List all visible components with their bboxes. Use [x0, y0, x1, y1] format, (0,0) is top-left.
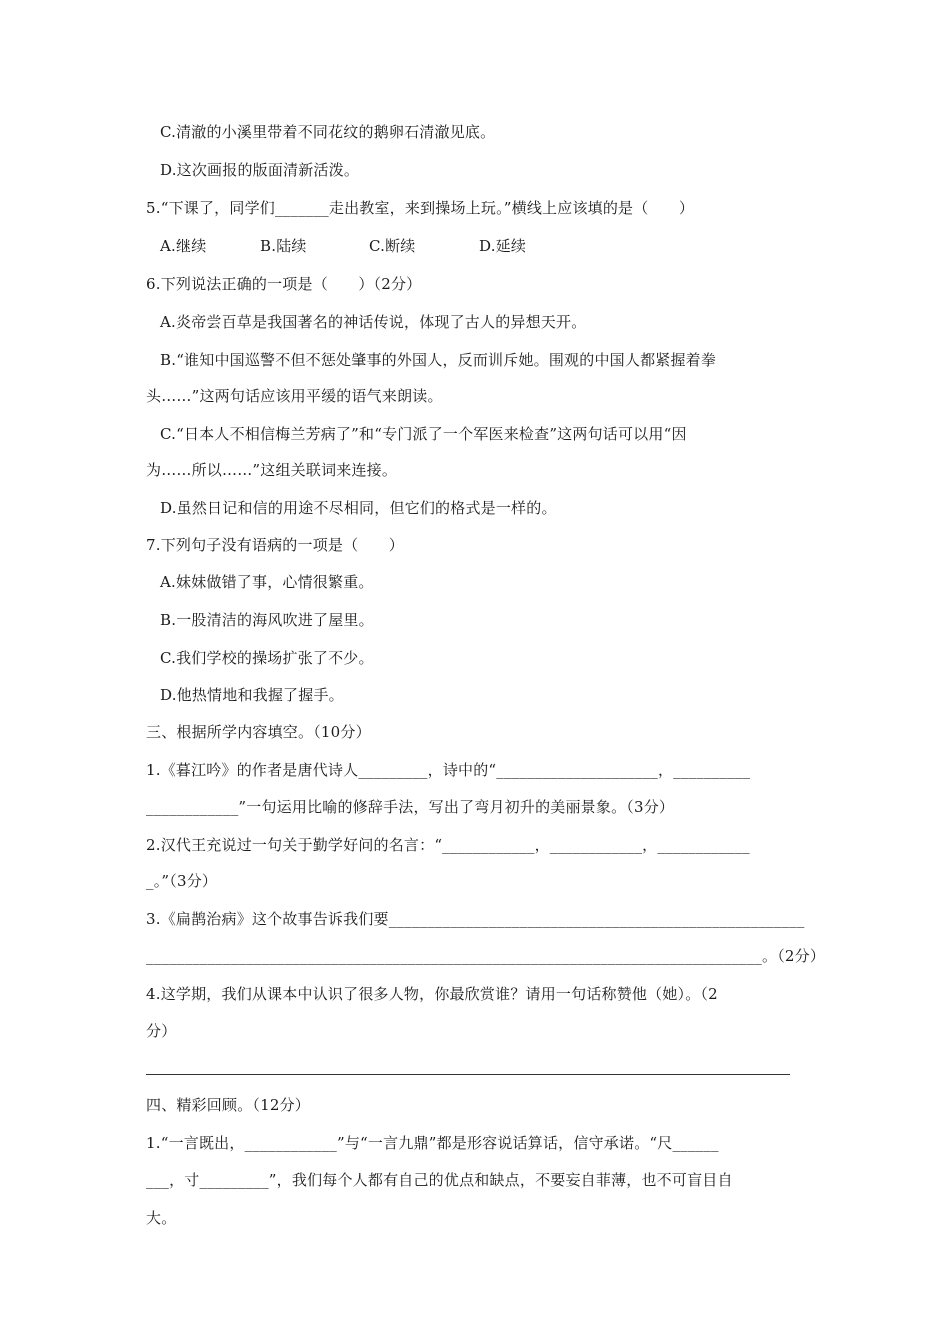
s4-q1-line2: ___，寸_________”，我们每个人都有自己的优点和缺点，不要妄自菲薄，也不可盲目自: [146, 1171, 733, 1189]
q4-option-d: D.这次画报的版面清新活泼。: [160, 161, 360, 179]
q7-option-a: A.妹妹做错了事，心情很繁重。: [160, 573, 374, 591]
q6-option-c-line1: C.“日本人不相信梅兰芳病了”和“专门派了一个军医来检查”这两句话可以用“因: [160, 425, 687, 443]
answer-line: [146, 1074, 790, 1075]
s3-q4-line2: 分）: [146, 1022, 177, 1040]
q7-option-c: C.我们学校的操场扩张了不少。: [160, 649, 374, 667]
s3-q2-line1: 2.汉代王充说过一句关于勤学好问的名言：“____________，____________，____________: [146, 836, 750, 854]
s3-q3-line1: 3.《扁鹊治病》这个故事告诉我们要______________________________________________________: [146, 910, 805, 928]
q4-option-c: C.清澈的小溪里带着不同花纹的鹅卵石清澈见底。: [160, 123, 496, 141]
q7-option-b: B.一股清洁的海风吹进了屋里。: [160, 611, 374, 629]
q6-stem: 6.下列说法正确的一项是（ ）（2分）: [146, 275, 422, 293]
s3-q2-line2: _。”（3分）: [146, 872, 218, 890]
q5-option-b: B.陆续: [260, 237, 307, 255]
q6-option-b-line1: B.“谁知中国巡警不但不惩处肇事的外国人，反而训斥她。围观的中国人都紧握着拳: [160, 351, 717, 369]
q7-stem: 7.下列句子没有语病的一项是（ ）: [146, 536, 404, 554]
s3-q1-line1: 1.《暮江吟》的作者是唐代诗人_________，诗中的“_____________________，__________: [146, 761, 751, 779]
q5-stem: 5.“下课了，同学们_______走出教室，来到操场上玩。”横线上应该填的是（ ）: [146, 199, 695, 217]
s3-q3-line2: ________________________________________________________________________________。（2分）: [146, 947, 826, 965]
q5-option-a: A.继续: [160, 237, 207, 255]
q5-option-d: D.延续: [479, 237, 527, 255]
q6-option-c-line2: 为……所以……”这组关联词来连接。: [146, 461, 398, 479]
s3-q4-line1: 4.这学期，我们从课本中认识了很多人物，你最欣赏谁？请用一句话称赞他（她）。（2: [146, 985, 718, 1003]
q6-option-a: A.炎帝尝百草是我国著名的神话传说，体现了古人的异想天开。: [160, 313, 587, 331]
section-3-heading: 三、根据所学内容填空。（10分）: [146, 723, 371, 741]
q7-option-d: D.他热情地和我握了握手。: [160, 686, 344, 704]
s4-q1-line3: 大。: [146, 1209, 177, 1227]
section-4-heading: 四、精彩回顾。（12分）: [146, 1096, 310, 1114]
s3-q1-line2: ____________”一句运用比喻的修辞手法，写出了弯月初升的美丽景象。（3分）: [146, 798, 675, 816]
q6-option-d: D.虽然日记和信的用途不尽相同，但它们的格式是一样的。: [160, 499, 557, 517]
s4-q1-line1: 1.“一言既出，____________”与“一言九鼎”都是形容说话算话，信守承诺。“尺______: [146, 1134, 719, 1152]
q6-option-b-line2: 头……”这两句话应该用平缓的语气来朗读。: [146, 387, 443, 405]
q5-option-c: C.断续: [369, 237, 416, 255]
